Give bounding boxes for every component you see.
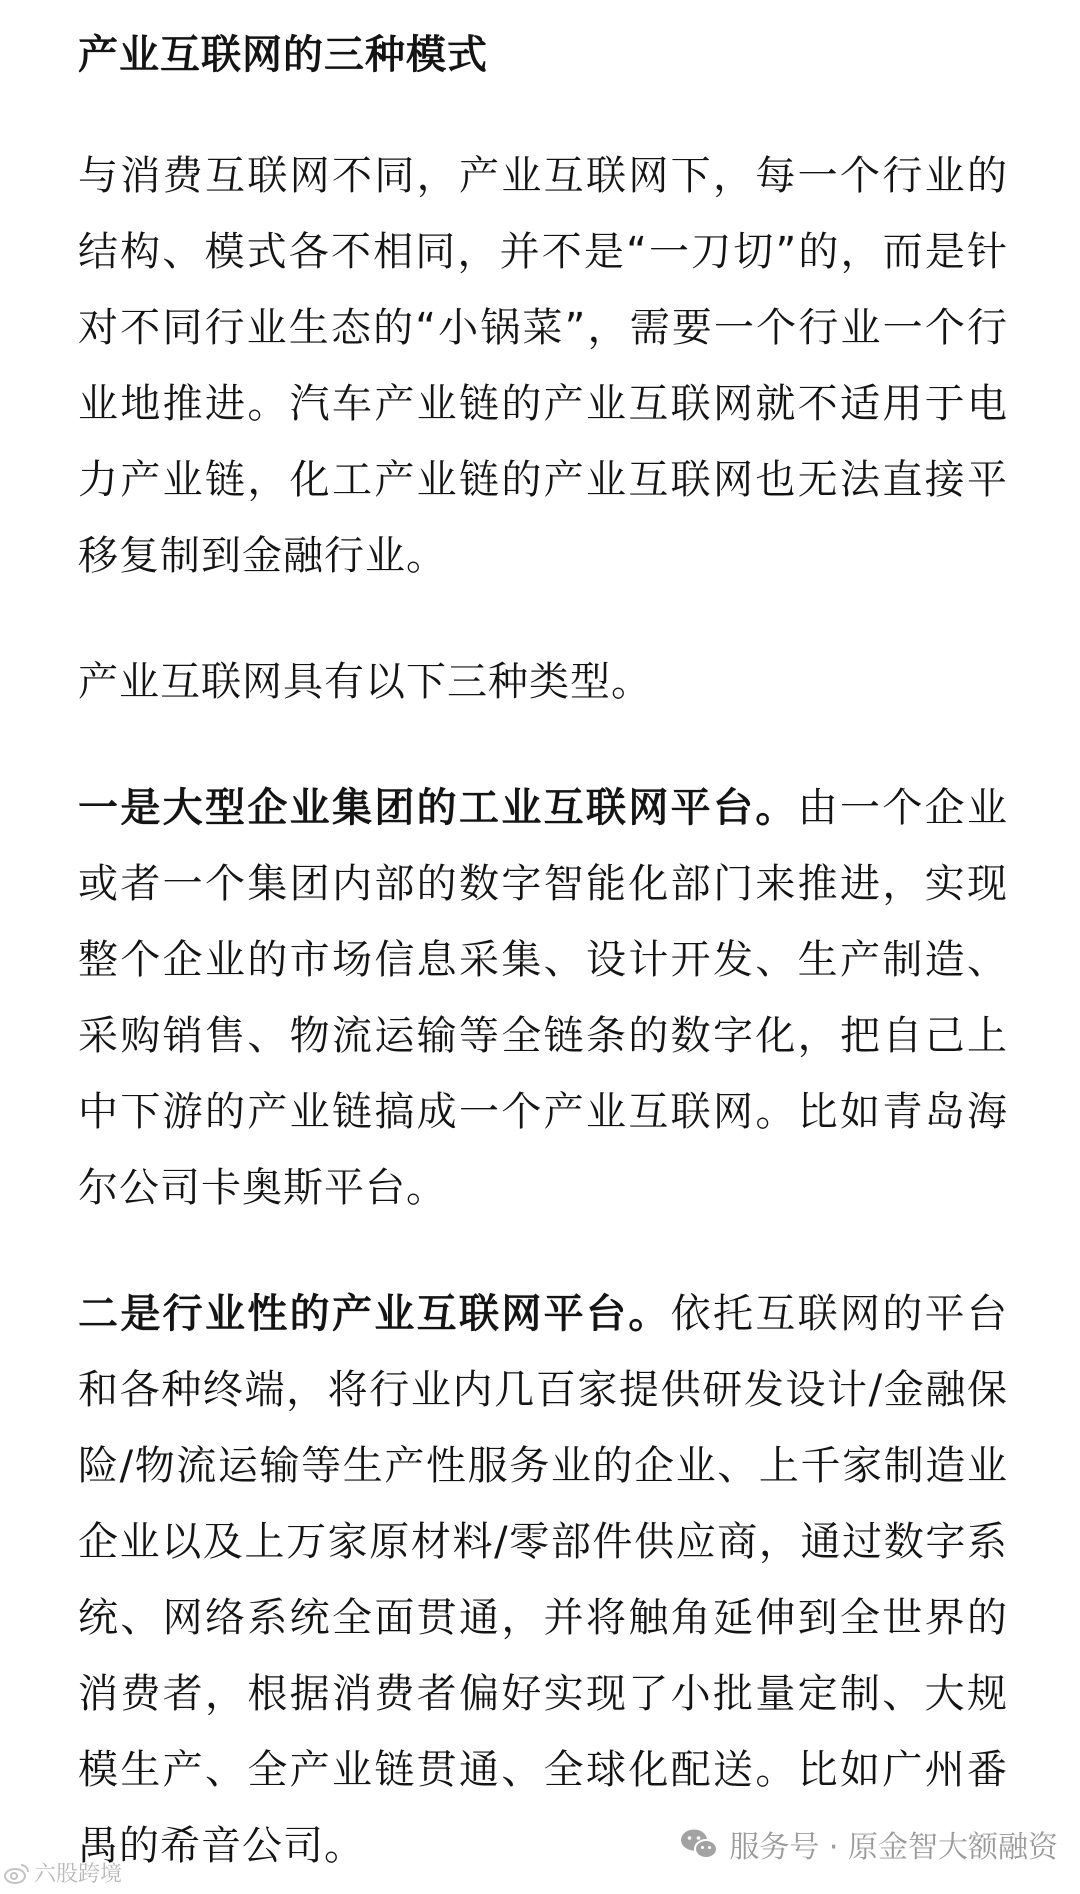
article-heading: 产业互联网的三种模式 <box>78 32 488 78</box>
weibo-icon <box>4 1862 30 1884</box>
wechat-icon <box>679 1827 719 1861</box>
type-two-lead: 二是行业性的产业互联网平台。 <box>78 1291 671 1337</box>
type-one-body: 由一个企业或者一个集团内部的数字智能化部门来推进，实现整个企业的市场信息采集、设计开发、生产制造、采购销售、物流运输等全链条的数字化，把自己上中下游的产业链搞成一个产业互联网。比如青岛海尔公司卡奥斯平台。 <box>78 785 1009 1211</box>
watermark-right <box>679 1822 1058 1866</box>
article-body <box>78 22 1008 1884</box>
paragraph-intro: 与消费互联网不同，产业互联网下，每一个行业的结构、模式各不相同，并不是“一刀切”的，而是针对不同行业生态的“小锅菜”，需要一个行业一个行业地推进。汽车产业链的产业互联网就不适用于电力产业链，化工产业链的产业互联网也无法直接平移复制到金融行业。 <box>78 153 1008 579</box>
watermark-right-text: 服务号 · 原金智大额融资 <box>729 1830 1058 1865</box>
paragraph-types-summary: 产业互联网具有以下三种类型。 <box>78 659 652 705</box>
watermark-left <box>4 1857 122 1888</box>
paragraph-type-one <box>78 770 1008 1226</box>
type-two-body: 依托互联网的平台和各种终端，将行业内几百家提供研发设计/金融保险/物流运输等生产性服务业的企业、上千家制造业企业以及上万家原材料/零部件供应商，通过数字系统、网络系统全面贯通，并将触角延伸到全世界的消费者，根据消费者偏好实现了小批量定制、大规模生产、全产业链贯通、全球化配送。比如广州番禺的希音公司。 <box>78 1291 1009 1869</box>
watermark-left-text: 六股跨境 <box>34 1862 123 1887</box>
paragraph-type-two <box>78 1276 1008 1884</box>
type-one-lead: 一是大型企业集团的工业互联网平台。 <box>78 785 798 831</box>
